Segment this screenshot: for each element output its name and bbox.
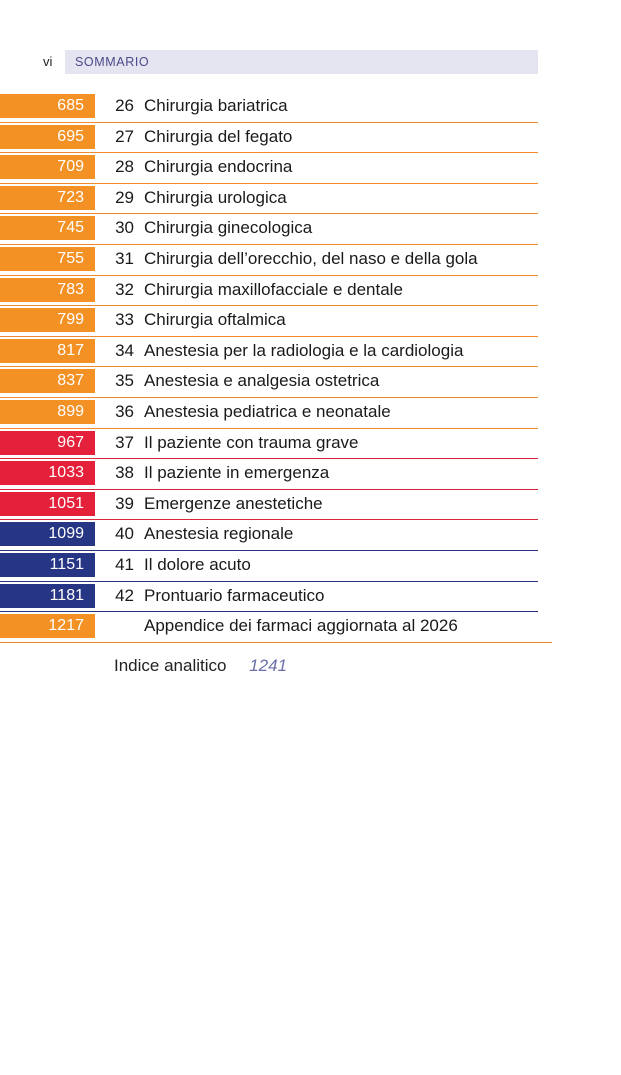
toc-page-number: 837 (0, 369, 95, 393)
toc-entry[interactable] (0, 123, 538, 154)
toc-page-number: 1051 (0, 492, 95, 516)
toc-entry[interactable] (0, 184, 538, 215)
toc-chapter-title: Anestesia e analgesia ostetrica (144, 371, 380, 391)
toc-page-number: 685 (0, 94, 95, 118)
toc-chapter-number: 28 (115, 157, 134, 177)
toc-chapter-title: Il paziente con trauma grave (144, 432, 359, 452)
toc-entry[interactable] (0, 582, 538, 613)
toc-entry[interactable] (0, 429, 538, 460)
toc-chapter-title: Appendice dei farmaci aggiornata al 2026 (144, 616, 458, 636)
table-of-contents (0, 92, 552, 643)
toc-page-number: 755 (0, 247, 95, 271)
index-label: Indice analitico (114, 656, 227, 675)
toc-chapter-number: 26 (115, 96, 134, 115)
toc-chapter-number: 40 (115, 524, 134, 544)
toc-chapter-number: 34 (115, 340, 134, 360)
toc-entry[interactable] (0, 398, 538, 429)
section-title: SOMMARIO (75, 55, 150, 69)
toc-page-number: 899 (0, 400, 95, 424)
toc-chapter-title: Prontuario farmaceutico (144, 585, 325, 605)
toc-entry[interactable] (0, 490, 538, 521)
toc-chapter-number: 31 (115, 248, 134, 268)
toc-chapter-title: Chirurgia urologica (144, 187, 287, 207)
toc-chapter-title: Chirurgia ginecologica (144, 218, 313, 238)
toc-page-number: 709 (0, 155, 95, 179)
toc-entry[interactable] (0, 612, 552, 643)
toc-page-number: 799 (0, 308, 95, 332)
toc-entry[interactable] (0, 337, 538, 368)
toc-entry[interactable] (0, 306, 538, 337)
toc-chapter-title: Chirurgia dell’orecchio, del naso e della gola (144, 248, 478, 268)
toc-entry[interactable] (0, 520, 538, 551)
toc-entry[interactable] (0, 92, 538, 123)
toc-chapter-title: Chirurgia oftalmica (144, 310, 286, 330)
toc-chapter-number: 39 (115, 493, 134, 513)
toc-entry[interactable] (0, 245, 538, 276)
toc-chapter-number: 33 (115, 310, 134, 330)
toc-entry[interactable] (0, 214, 538, 245)
toc-page-number: 1099 (0, 522, 95, 546)
toc-chapter-number: 32 (115, 279, 134, 299)
toc-chapter-title: Anestesia per la radiologia e la cardiologia (144, 340, 464, 360)
toc-page-number: 1181 (0, 584, 95, 608)
toc-chapter-number: 29 (115, 187, 134, 207)
toc-chapter-number: 36 (115, 401, 134, 421)
toc-page-number: 817 (0, 339, 95, 363)
toc-chapter-number: 38 (115, 463, 134, 483)
toc-page-number: 967 (0, 431, 95, 455)
toc-chapter-title: Il paziente in emergenza (144, 463, 330, 483)
toc-entry[interactable] (0, 367, 538, 398)
toc-chapter-number: 27 (115, 126, 134, 146)
toc-chapter-title: Anestesia regionale (144, 524, 294, 544)
toc-entry[interactable] (0, 276, 538, 307)
toc-page-number: 1033 (0, 461, 95, 485)
toc-chapter-title: Chirurgia maxillofacciale e dentale (144, 279, 403, 299)
toc-chapter-title: Chirurgia endocrina (144, 157, 293, 177)
toc-chapter-title: Chirurgia bariatrica (144, 96, 288, 115)
page-number: vi (43, 54, 53, 69)
index-entry[interactable] (114, 656, 287, 676)
toc-chapter-title: Chirurgia del fegato (144, 126, 293, 146)
toc-entry[interactable] (0, 459, 538, 490)
toc-chapter-title: Emergenze anestetiche (144, 493, 323, 513)
toc-page-number: 695 (0, 125, 95, 149)
toc-chapter-number: 35 (115, 371, 134, 391)
section-header (65, 50, 538, 74)
toc-page-number: 1217 (0, 614, 95, 638)
index-page-number: 1241 (249, 656, 288, 675)
toc-chapter-number: 37 (115, 432, 134, 452)
toc-page-number: 745 (0, 216, 95, 240)
toc-entry[interactable] (0, 551, 538, 582)
toc-page-number: 1151 (0, 553, 95, 577)
toc-chapter-number: 30 (115, 218, 134, 238)
toc-page-number: 723 (0, 186, 95, 210)
toc-chapter-number: 41 (115, 554, 134, 574)
toc-chapter-number: 42 (115, 585, 134, 605)
toc-entry[interactable] (0, 153, 538, 184)
toc-chapter-title: Il dolore acuto (144, 554, 251, 574)
toc-page-number: 783 (0, 278, 95, 302)
toc-chapter-title: Anestesia pediatrica e neonatale (144, 401, 391, 421)
